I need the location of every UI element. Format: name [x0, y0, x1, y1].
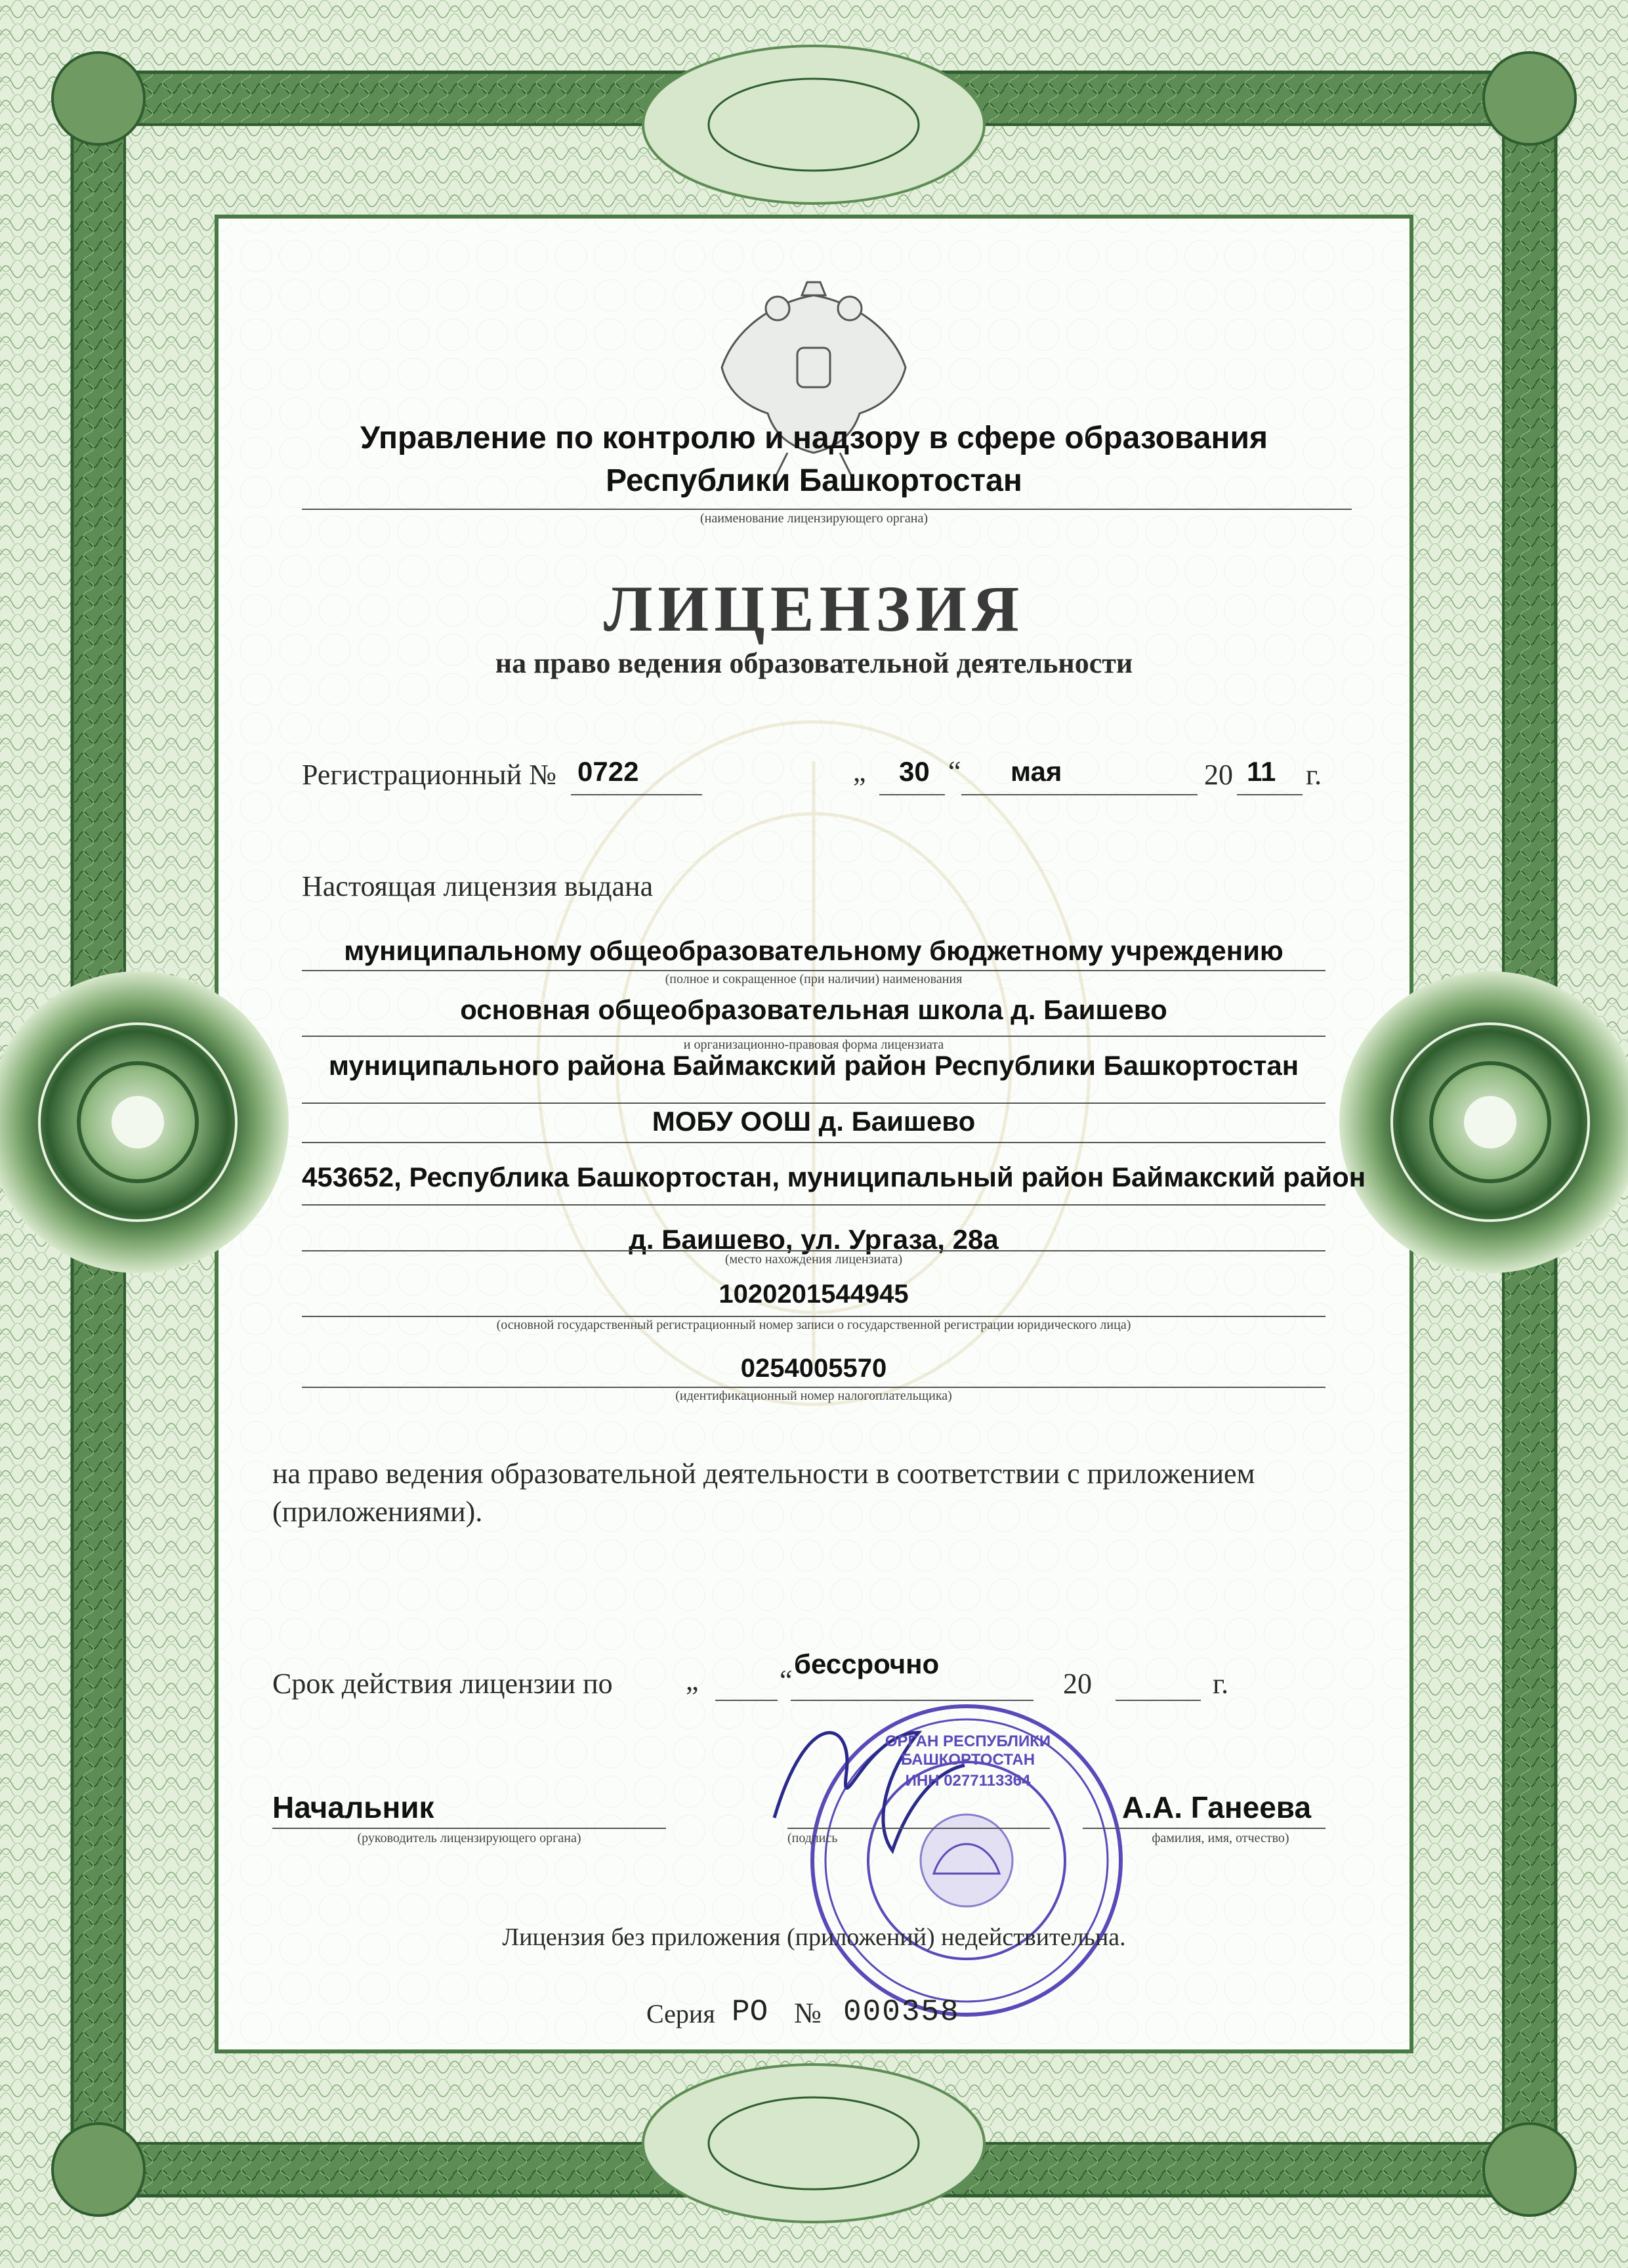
- licensee-line2: основная общеобразовательная школа д. Баишево: [460, 994, 1167, 1025]
- signature-name-line: [1083, 1828, 1325, 1829]
- registration-quote-close: “: [948, 755, 961, 788]
- registration-number-line: [571, 794, 702, 795]
- licensee-line2-rule: [302, 1036, 1325, 1037]
- signature-caption-position: (руководитель лицензирующего органа): [357, 1831, 581, 1845]
- validity-year-suffix: г.: [1213, 1668, 1229, 1700]
- licensee-ogrn: 1020201544945: [719, 1280, 909, 1309]
- stamp-text-top: ОРГАН РЕСПУБЛИКИ БАШКОРТОСТАН: [885, 1732, 1051, 1769]
- licensee-line4: МОБУ ООШ д. Баишево: [652, 1106, 976, 1137]
- signature-position: Начальник: [272, 1790, 434, 1824]
- footer-note: Лицензия без приложения (приложений) недействительна.: [502, 1923, 1126, 1951]
- series-no-sign: №: [794, 1997, 822, 2029]
- registration-day: 30: [899, 756, 930, 787]
- series-code: РО: [732, 1995, 768, 2029]
- licensee-address1-rule: [302, 1204, 1325, 1206]
- licensee-caption1: (полное и сокращенное (при наличии) наименования: [665, 972, 963, 986]
- validity-value-line: [791, 1700, 1033, 1701]
- authority-caption: (наименование лицензирующего органа): [699, 511, 929, 526]
- licensee-caption-ogrn: (основной государственный регистрационный номер записи о государственной регистрации юридического лица): [496, 1318, 1131, 1332]
- registration-year: 11: [1247, 756, 1276, 787]
- document-subtitle: на право ведения образовательной деятельности: [495, 647, 1133, 679]
- right-rosette: [1339, 971, 1628, 1273]
- validity-quote-close: “: [780, 1664, 793, 1696]
- licensee-line3-rule: [302, 1102, 1325, 1104]
- licensee-caption2: и организационно-правовая форма лицензиата: [683, 1038, 944, 1052]
- authority-line1: Управление по контролю и надзору в сфере образования: [360, 421, 1268, 455]
- licensee-caption-address: (место нахождения лицензиата): [724, 1252, 903, 1267]
- registration-label: Регистрационный №: [302, 759, 557, 791]
- validity-quote-open: „: [686, 1664, 699, 1696]
- validity-day-line: [715, 1700, 778, 1701]
- licensee-inn-rule: [302, 1387, 1325, 1388]
- right-text-line1: на право ведения образовательной деятельности в соответствии с приложением: [272, 1458, 1255, 1490]
- validity-label: Срок действия лицензии по: [272, 1668, 613, 1700]
- registration-month: мая: [1011, 756, 1062, 787]
- registration-year-prefix: 20: [1204, 759, 1233, 791]
- validity-year-prefix: 20: [1063, 1668, 1092, 1700]
- licensee-line3: муниципального района Баймакский район Республики Башкортостан: [328, 1050, 1299, 1081]
- registration-number: 0722: [577, 756, 639, 787]
- licensee-inn: 0254005570: [740, 1354, 887, 1383]
- right-text-line2: (приложениями).: [272, 1496, 483, 1528]
- licensee-line1: муниципальному общеобразовательному бюджетному учреждению: [344, 935, 1284, 966]
- licensee-address2-rule: [302, 1250, 1325, 1251]
- series-number: 000358: [843, 1995, 960, 2029]
- signature-caption-sign: (подпись: [787, 1831, 838, 1845]
- licensee-caption-inn: (идентификационный номер налогоплательщика): [675, 1389, 952, 1403]
- signature-sign-line: [787, 1828, 1050, 1829]
- registration-month-line: [961, 794, 1198, 795]
- licensee-address1: 453652, Республика Башкортостан, муниципальный район Баймакский район: [302, 1162, 1366, 1192]
- signature-position-line: [272, 1828, 666, 1829]
- licensee-line1-rule: [302, 970, 1325, 971]
- validity-value: бессрочно: [794, 1648, 940, 1679]
- authority-underline: [302, 509, 1352, 510]
- validity-year-line: [1116, 1700, 1201, 1701]
- licensee-address2: д. Баишево, ул. Ургаза, 28а: [629, 1224, 999, 1255]
- signature-caption-name: фамилия, имя, отчество): [1152, 1831, 1289, 1845]
- left-rosette: [0, 971, 289, 1273]
- registration-year-suffix: г.: [1306, 759, 1322, 791]
- licensee-ogrn-rule: [302, 1316, 1325, 1317]
- registration-year-line: [1237, 794, 1303, 795]
- registration-quote-open: „: [853, 755, 866, 788]
- stamp-text-inn: ИНН 0277113364: [905, 1772, 1031, 1790]
- issued-to-label: Настоящая лицензия выдана: [302, 870, 654, 902]
- authority-line2: Республики Башкортостан: [606, 463, 1022, 498]
- document-title: ЛИЦЕНЗИЯ: [603, 572, 1025, 645]
- signature-name: А.А. Ганеева: [1122, 1790, 1312, 1824]
- registration-day-line: [879, 794, 945, 795]
- series-label: Серия: [646, 1999, 715, 2028]
- licensee-line4-rule: [302, 1142, 1325, 1143]
